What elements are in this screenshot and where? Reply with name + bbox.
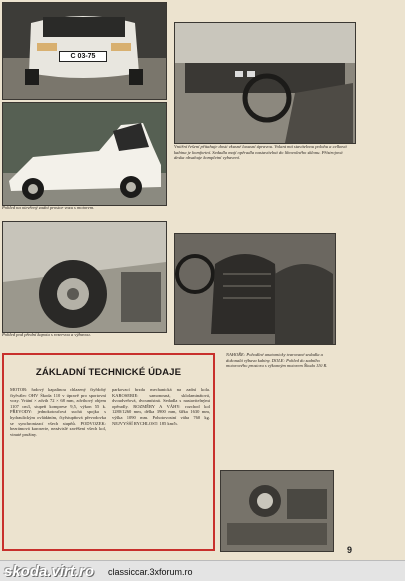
technical-data-box: [2, 353, 215, 551]
engine-illustration: [221, 471, 333, 551]
forum-url: classiccar.3xforum.ro: [108, 567, 193, 577]
photo-interior: [174, 22, 356, 144]
caption-interior: Vnitřní řešení přitahuje dosti vkusné luxusní úpravou. Volant má stavitelnou polohu a celková kabina je komfortní. Sedadla mají opěradla nastavitelná do libovolného sklonu. Přístrojová deska obsahuje kompletní vybavení.: [174, 144, 347, 161]
photo-car-open: [2, 102, 167, 206]
car-open-illustration: [3, 103, 166, 205]
right-column-text: NAHOŘE: Pohodlné anatomicky tvarované sedadla a dokonalá výbava kabiny. DOLE: Pohled do zadního motorového prostoru s výkonným motorem Škoda 110 R.: [226, 352, 328, 369]
page-number: 9: [347, 545, 353, 555]
interior-illustration: [175, 23, 355, 143]
caption-rear: Pohled na otevřený zadní prostor vozu s motorem.: [2, 205, 95, 210]
spec-column-left: MOTOR: řadový kapalinou chlazený čtyřdobý čtyřválec OHV Škoda 110 v úpravě pro sportovní vozy. Vrtání × zdvih 72 × 68 mm, zdvihový objem 1107 cm3, stupeň komprese 9,5, výkon 55 k. PŘEVODY: jednokotoučová suchá spojka s hydraulickým ovládáním, čtyřstupňová převodovka se synchronizací všech stupňů. PODVOZEK: bezrámová karoserie, nezávislé zavěšení všech kol, vinuté pružiny.: [10, 387, 106, 437]
photo-car-rear: [2, 2, 167, 100]
technical-data-heading: ZÁKLADNÍ TECHNICKÉ ÚDAJE: [35, 367, 182, 378]
site-logo: skoda.virt.ro: [4, 563, 95, 580]
photo-engine: [220, 470, 334, 552]
engine-bay-illustration: [3, 222, 166, 332]
seats-illustration: [175, 234, 335, 344]
caption-engine: Pohled pod přední kapotu s rezervou a výbavou.: [2, 332, 91, 337]
photo-engine-bay: [2, 221, 167, 333]
photo-seats: [174, 233, 336, 345]
license-plate: C 03-75: [59, 51, 107, 62]
spec-column-right: parkovací brzda mechanická na zadní kola. KAROSERIE: samonosná, sklolaminátová, dvoudveřová, dvoumístná. Sedadla s nastavitelnými opěradly. ROZMĚRY A VÁHY: rozchod kol 1280/1260 mm, délka 3900 mm, šířka 1630 mm, výška 1090 mm. Pohotovostní váha 760 kg. NEJVYŠŠÍ RYCHLOST: 185 km/h.: [112, 387, 210, 426]
